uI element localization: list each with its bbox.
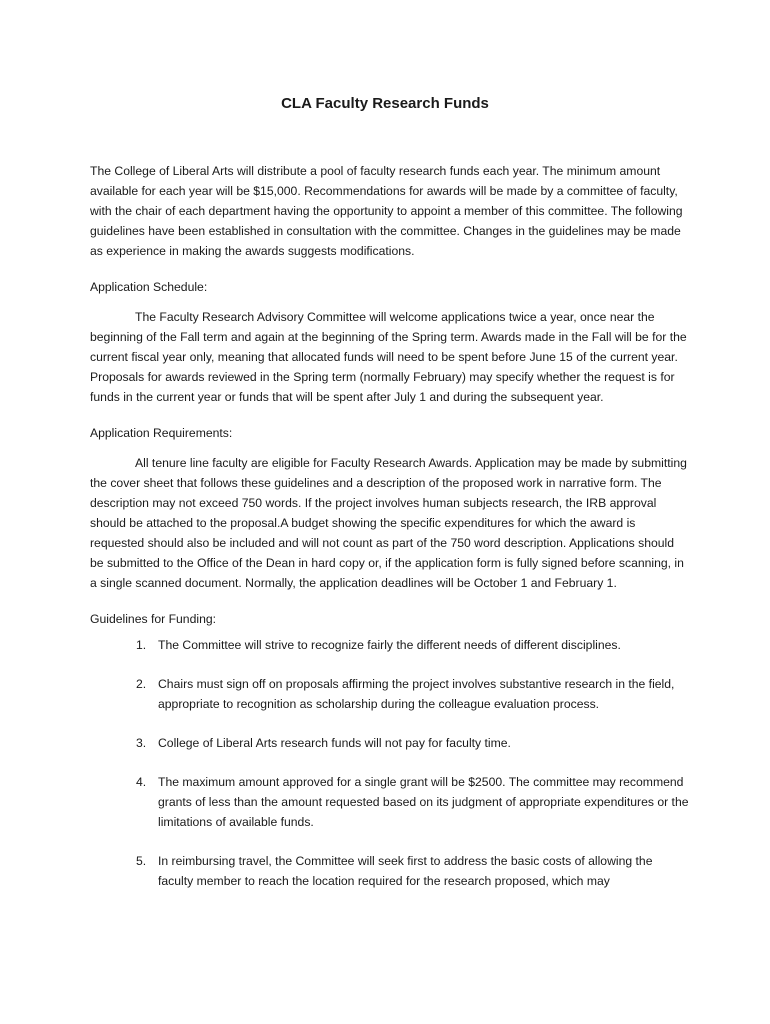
list-item-text: In reimbursing travel, the Committee will seek first to address the basic costs of allowing the faculty member to reach the location required for the research proposed, which may [158,854,653,888]
list-item-text: College of Liberal Arts research funds will not pay for faculty time. [158,736,511,750]
list-item-text: Chairs must sign off on proposals affirming the project involves substantive research in the field, appropriate to recognition as scholarship during the colleague evaluation process. [158,677,675,711]
list-item-text: The Committee will strive to recognize fairly the different needs of different disciplines. [158,638,621,652]
guidelines-list [90,635,690,891]
intro-paragraph: The College of Liberal Arts will distribute a pool of faculty research funds each year. The minimum amount available for each year will be $15,000. Recommendations for awards will be made by a committee of faculty, with the chair of each department having the opportunity to appoint a member of this committee. The following guidelines have been established in consultation with the committee. Changes in the guidelines may be made as experience in making the awards suggests modifications. [90,164,683,258]
list-item-number: 2. [136,677,147,691]
page-title: CLA Faculty Research Funds [281,95,489,112]
list-item-text: The maximum amount approved for a single grant will be $2500. The committee may recommend grants of less than the amount requested based on its judgment of appropriate expenditures or the limitations of available funds. [158,775,689,829]
document-body [90,161,690,910]
list-item [90,733,690,753]
list-item-number: 5. [136,854,147,868]
guidelines-heading: Guidelines for Funding: [90,612,217,626]
schedule-paragraph: The Faculty Research Advisory Committee will welcome applications twice a year, once near the beginning of the Fall term and again at the beginning of the Spring term. Awards made in the Fall will be for the current fiscal year only, meaning that allocated funds will need to be spent before June 15 of the current year. Proposals for awards reviewed in the Spring term (normally February) may specify whether the request is for funds in the current year or funds that will be spent after July 1 and during the subsequent year. [90,310,687,404]
list-item-number: 4. [136,775,147,789]
list-item [90,635,690,655]
requirements-paragraph: All tenure line faculty are eligible for Faculty Research Awards. Application may be made by submitting the cover sheet that follows these guidelines and a description of the proposed work in narrative form. The description may not exceed 750 words. If the project involves human subjects research, the IRB approval should be attached to the proposal.A budget showing the specific expenditures for which the award is requested should also be included and will not count as part of the 750 word description. Applications should be submitted to the Office of the Dean in hard copy or, if the application form is fully signed before scanning, in a single scanned document. Normally, the application deadlines will be October 1 and February 1. [90,456,687,590]
schedule-heading: Application Schedule: [90,280,208,294]
requirements-heading: Application Requirements: [90,426,233,440]
list-item-number: 3. [136,736,147,750]
list-item [90,772,690,832]
list-item [90,674,690,714]
list-item [90,851,690,891]
list-item-number: 1. [136,638,147,652]
